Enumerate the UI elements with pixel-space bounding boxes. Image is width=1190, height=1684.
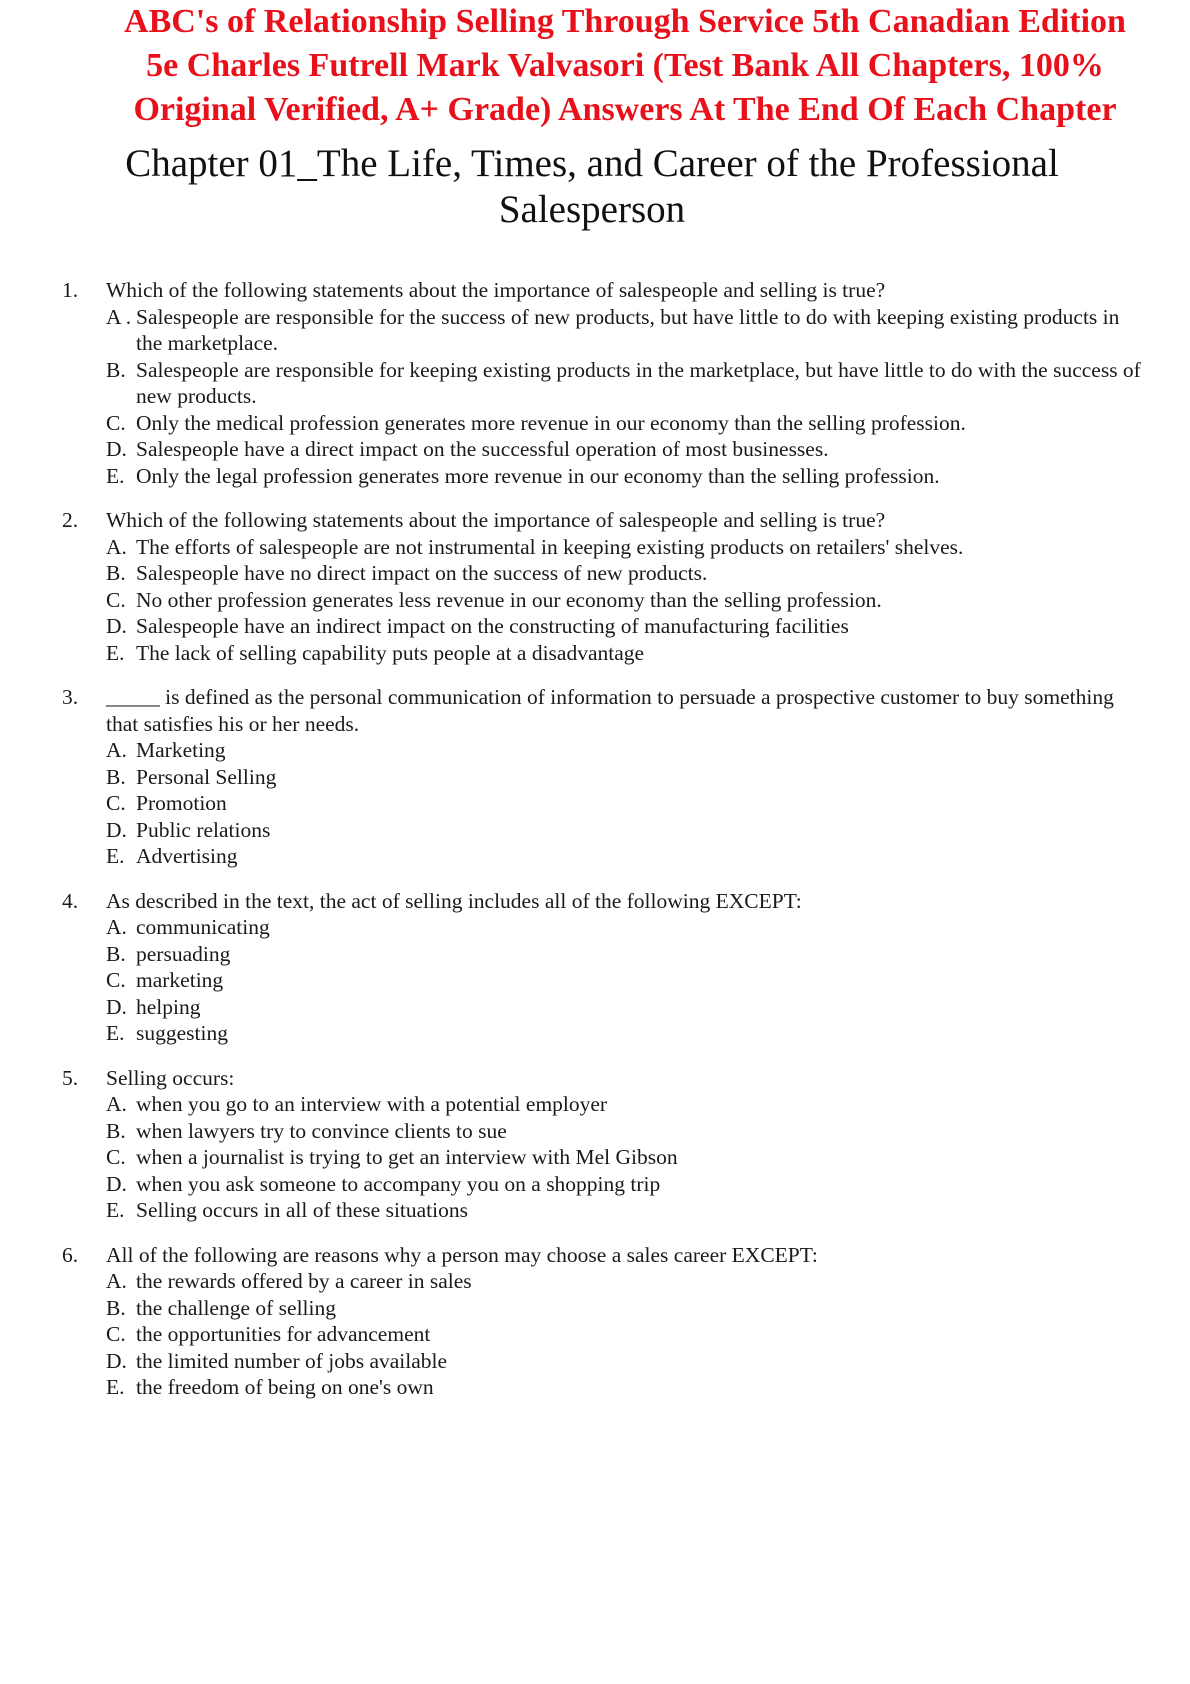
option-text: Only the medical profession generates more revenue in our economy than the selling profession. [136, 410, 966, 435]
option-text: Public relations [136, 817, 271, 842]
option-letter: E. [106, 463, 125, 488]
option-text: Promotion [136, 791, 227, 815]
option-text: when you ask someone to accompany you on a shopping trip [136, 1171, 661, 1196]
option-letter: E. [106, 1021, 125, 1045]
question-stem: As described in the text, the act of selling includes all of the following EXCEPT: [106, 888, 802, 913]
answer-option [106, 436, 1142, 463]
answer-option [106, 941, 1142, 968]
option-text: when you go to an interview with a potential employer [136, 1092, 608, 1116]
document-banner [70, 0, 1180, 132]
question-4 [62, 888, 1142, 1047]
answer-option [106, 534, 1142, 561]
option-text: the limited number of jobs available [136, 1348, 448, 1373]
question-number: 6. [62, 1242, 79, 1267]
option-letter: E. [106, 1375, 125, 1399]
option-letter: A. [106, 534, 127, 559]
option-text: Only the legal profession generates more revenue in our economy than the selling profession. [136, 463, 940, 488]
option-text: Advertising [136, 844, 238, 868]
option-letter: C. [106, 968, 126, 992]
answer-option [106, 1268, 1142, 1295]
option-letter: B. [106, 1118, 126, 1143]
question-list [62, 277, 1142, 1419]
option-text: communicating [136, 915, 270, 939]
answer-option [106, 1020, 1142, 1047]
option-letter: A. [106, 738, 127, 762]
option-letter: A. [106, 1269, 127, 1293]
option-letter: C. [106, 1322, 126, 1346]
option-letter: A . [106, 304, 132, 329]
answer-option [106, 817, 1142, 844]
option-letter: C. [106, 791, 126, 815]
question-number: 3. [62, 685, 79, 709]
option-text: suggesting [136, 1021, 228, 1045]
question-2 [62, 507, 1142, 666]
option-text: Selling occurs in all of these situations [136, 1198, 469, 1222]
option-letter: B. [106, 357, 126, 382]
option-letter: C. [106, 1145, 126, 1169]
option-letter: B. [106, 764, 126, 789]
question-1 [62, 277, 1142, 489]
option-text: the challenge of selling [136, 1295, 336, 1320]
banner-line-3: Original Verified, A+ Grade) Answers At The End Of Each Chapter [133, 91, 1117, 128]
option-text: The efforts of salespeople are not instrumental in keeping existing products on retailers' shelves. [136, 534, 964, 559]
option-letter: D. [106, 1171, 127, 1196]
option-text: the freedom of being on one's own [136, 1375, 434, 1399]
answer-option [106, 613, 1142, 640]
option-text: marketing [136, 968, 224, 992]
answer-option [106, 764, 1142, 791]
option-text: Salespeople are responsible for keeping existing products in the marketplace, but have little to do with the success of new products. [136, 357, 1141, 408]
question-number: 1. [62, 278, 79, 302]
question-number: 4. [62, 888, 79, 913]
chapter-title-line-1: Chapter 01_The Life, Times, and Career of the Professional [125, 142, 1059, 185]
option-letter: D. [106, 437, 127, 461]
answer-option [106, 1171, 1142, 1198]
option-letter: E. [106, 844, 125, 868]
option-letter: D. [106, 994, 127, 1019]
answer-option [106, 1295, 1142, 1322]
question-number: 2. [62, 508, 79, 532]
option-letter: D. [106, 1348, 127, 1373]
option-letter: D. [106, 817, 127, 842]
chapter-title [92, 141, 1092, 233]
question-3 [62, 684, 1142, 870]
option-letter: B. [106, 561, 126, 585]
answer-option [106, 967, 1142, 994]
option-letter: C. [106, 587, 126, 612]
answer-option [106, 790, 1142, 817]
question-stem: Which of the following statements about the importance of salespeople and selling is true? [106, 278, 886, 302]
option-text: Salespeople have no direct impact on the success of new products. [136, 561, 708, 585]
option-text: No other profession generates less revenue in our economy than the selling profession. [136, 587, 882, 612]
answer-option [106, 357, 1142, 410]
answer-option [106, 737, 1142, 764]
answer-option [106, 560, 1142, 587]
option-letter: B. [106, 941, 126, 966]
option-letter: E. [106, 640, 125, 665]
option-letter: A. [106, 915, 127, 939]
option-text: Salespeople have an indirect impact on the constructing of manufacturing facilities [136, 614, 849, 638]
option-letter: B. [106, 1295, 126, 1320]
option-text: helping [136, 994, 201, 1019]
option-letter: E. [106, 1198, 125, 1222]
option-text: Personal Selling [136, 764, 277, 789]
answer-option [106, 463, 1142, 490]
answer-option [106, 914, 1142, 941]
answer-option [106, 1321, 1142, 1348]
answer-option [106, 587, 1142, 614]
banner-line-1: ABC's of Relationship Selling Through Service 5th Canadian Edition [124, 3, 1126, 40]
answer-option [106, 1197, 1142, 1224]
option-text: The lack of selling capability puts people at a disadvantage [136, 640, 645, 665]
question-stem: All of the following are reasons why a person may choose a sales career EXCEPT: [106, 1242, 818, 1267]
answer-option [106, 994, 1142, 1021]
option-text: Salespeople are responsible for the success of new products, but have little to do with keeping existing products in the marketplace. [136, 304, 1120, 355]
answer-option [106, 640, 1142, 667]
chapter-title-line-2: Salesperson [498, 188, 686, 231]
option-letter: C. [106, 410, 126, 435]
option-text: when lawyers try to convince clients to sue [136, 1118, 507, 1143]
option-text: Marketing [136, 738, 226, 762]
option-letter: D. [106, 614, 127, 638]
answer-option [106, 410, 1142, 437]
option-text: the rewards offered by a career in sales [136, 1269, 472, 1293]
question-6 [62, 1242, 1142, 1401]
question-stem: Which of the following statements about the importance of salespeople and selling is true? [106, 508, 886, 532]
answer-option [106, 1091, 1142, 1118]
question-stem: _____ is defined as the personal communication of information to persuade a prospective customer to buy something that satisfies his or her needs. [106, 685, 1114, 736]
answer-option [106, 304, 1142, 357]
option-text: persuading [136, 941, 231, 966]
option-letter: A. [106, 1092, 127, 1116]
option-text: Salespeople have a direct impact on the successful operation of most businesses. [136, 437, 829, 461]
question-5 [62, 1065, 1142, 1224]
option-text: when a journalist is trying to get an interview with Mel Gibson [136, 1145, 678, 1169]
option-text: the opportunities for advancement [136, 1322, 431, 1346]
answer-option [106, 1144, 1142, 1171]
banner-line-2: 5e Charles Futrell Mark Valvasori (Test Bank All Chapters, 100% [146, 47, 1104, 84]
question-number: 5. [62, 1065, 79, 1090]
answer-option [106, 1118, 1142, 1145]
answer-option [106, 843, 1142, 870]
answer-option [106, 1374, 1142, 1401]
answer-option [106, 1348, 1142, 1375]
question-stem: Selling occurs: [106, 1065, 235, 1090]
